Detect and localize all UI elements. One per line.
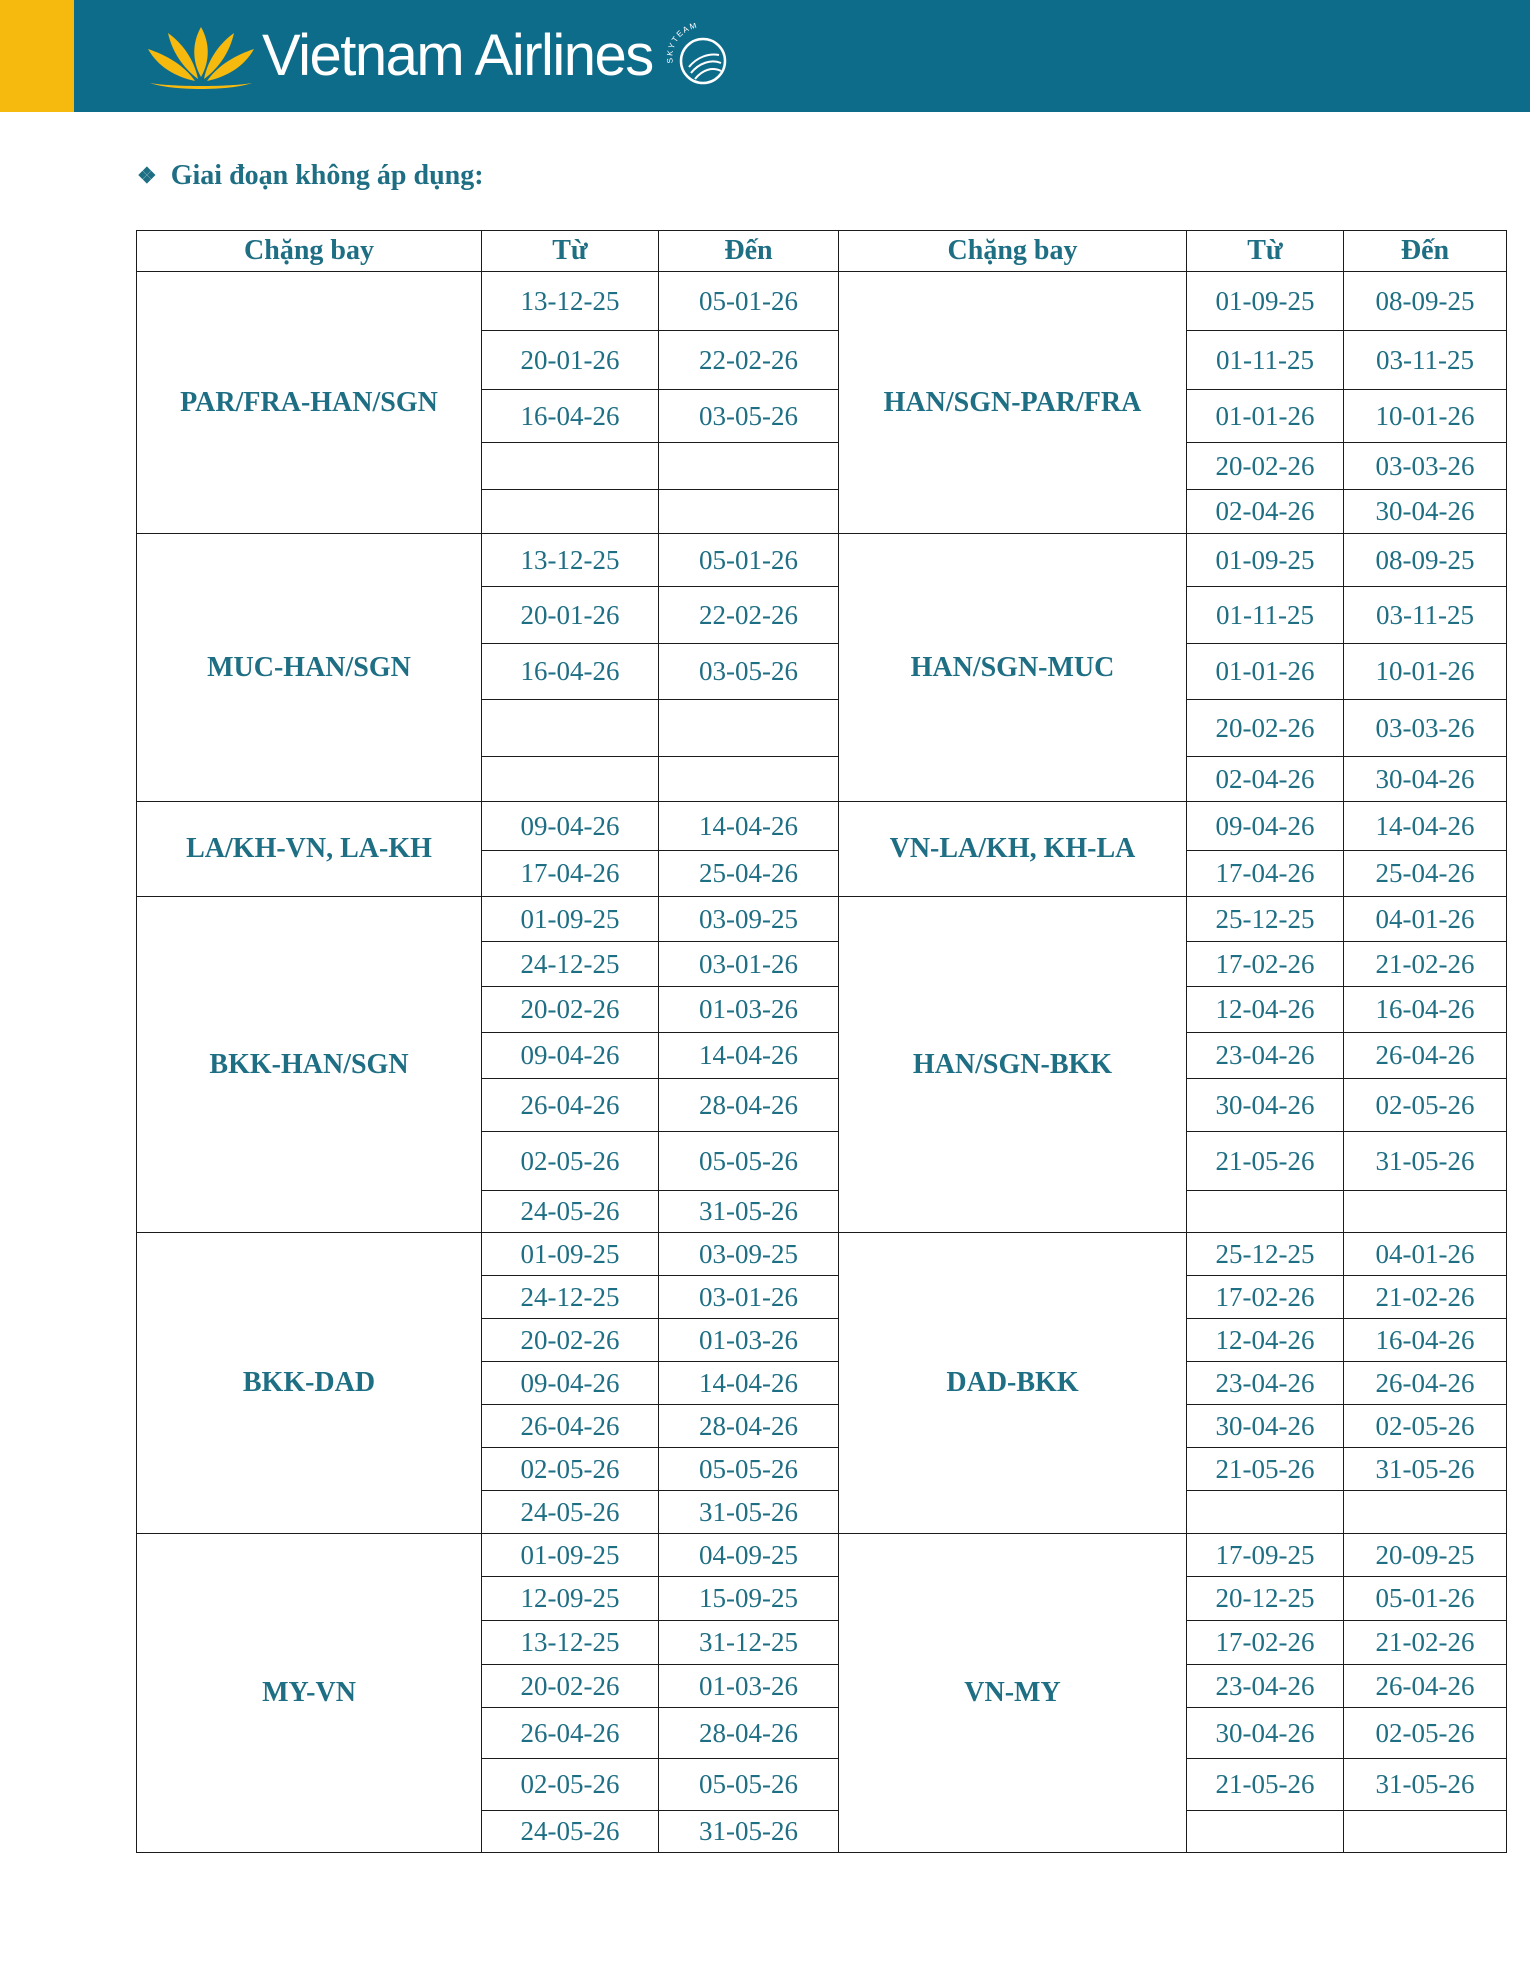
date-to-return: 21-02-26: [1344, 1276, 1507, 1319]
date-to-outbound: 05-01-26: [659, 534, 839, 587]
date-to-return: 08-09-25: [1344, 534, 1507, 587]
date-from-outbound: 01-09-25: [482, 1233, 659, 1276]
date-from-outbound: 26-04-26: [482, 1079, 659, 1132]
table-row: [137, 534, 1507, 587]
blackout-periods-table: [136, 230, 1507, 1853]
date-to-outbound: 28-04-26: [659, 1708, 839, 1759]
date-from-outbound: 20-02-26: [482, 1319, 659, 1362]
date-from-outbound: 24-05-26: [482, 1491, 659, 1534]
vietnam-airlines-logo: [142, 8, 731, 104]
date-to-outbound: 28-04-26: [659, 1405, 839, 1448]
date-to-return: 05-01-26: [1344, 1577, 1507, 1621]
route-cell-return: VN-MY: [839, 1534, 1187, 1853]
date-from-outbound: [482, 443, 659, 490]
date-from-outbound: 20-01-26: [482, 587, 659, 644]
date-from-return: 17-02-26: [1187, 942, 1344, 987]
date-from-return: 20-12-25: [1187, 1577, 1344, 1621]
table-row: [137, 1534, 1507, 1577]
table-header: [137, 231, 1507, 272]
date-to-return: 08-09-25: [1344, 272, 1507, 331]
date-to-outbound: 03-01-26: [659, 942, 839, 987]
table-row: [137, 272, 1507, 331]
section-title-text: Giai đoạn không áp dụng:: [170, 160, 484, 191]
date-to-outbound: 05-05-26: [659, 1759, 839, 1811]
date-from-return: 17-04-26: [1187, 851, 1344, 897]
date-from-outbound: 24-12-25: [482, 942, 659, 987]
table-header-row: [137, 231, 1507, 272]
table-row: [137, 1233, 1507, 1276]
date-from-return: 25-12-25: [1187, 1233, 1344, 1276]
header-banner: [0, 0, 1530, 112]
date-from-return: 01-11-25: [1187, 331, 1344, 390]
date-from-outbound: 02-05-26: [482, 1759, 659, 1811]
date-from-return: 02-04-26: [1187, 757, 1344, 802]
date-to-return: 03-11-25: [1344, 587, 1507, 644]
banner-accent-stripe: [0, 0, 74, 112]
date-from-return: 20-02-26: [1187, 443, 1344, 490]
date-to-return: 30-04-26: [1344, 757, 1507, 802]
date-from-outbound: 13-12-25: [482, 534, 659, 587]
date-from-outbound: 16-04-26: [482, 390, 659, 443]
date-from-return: 01-01-26: [1187, 390, 1344, 443]
date-to-outbound: 28-04-26: [659, 1079, 839, 1132]
date-from-outbound: 12-09-25: [482, 1577, 659, 1621]
header-from-right: Từ: [1187, 231, 1344, 272]
date-to-outbound: [659, 490, 839, 534]
route-cell-outbound: MUC-HAN/SGN: [137, 534, 482, 802]
date-from-outbound: 01-09-25: [482, 1534, 659, 1577]
date-to-return: 26-04-26: [1344, 1033, 1507, 1079]
date-from-return: 17-09-25: [1187, 1534, 1344, 1577]
date-to-return: 31-05-26: [1344, 1759, 1507, 1811]
date-from-return: 30-04-26: [1187, 1079, 1344, 1132]
date-from-outbound: 13-12-25: [482, 1621, 659, 1665]
date-from-return: 30-04-26: [1187, 1708, 1344, 1759]
date-to-return: 03-03-26: [1344, 700, 1507, 757]
date-to-return: [1344, 1491, 1507, 1534]
date-to-outbound: [659, 443, 839, 490]
date-from-outbound: 13-12-25: [482, 272, 659, 331]
date-from-outbound: [482, 757, 659, 802]
date-from-outbound: 17-04-26: [482, 851, 659, 897]
header-route-left: Chặng bay: [137, 231, 482, 272]
date-from-outbound: 20-02-26: [482, 987, 659, 1033]
date-from-return: 01-09-25: [1187, 534, 1344, 587]
date-from-return: [1187, 1811, 1344, 1853]
date-to-return: 21-02-26: [1344, 1621, 1507, 1665]
date-to-return: [1344, 1811, 1507, 1853]
route-cell-outbound: PAR/FRA-HAN/SGN: [137, 272, 482, 534]
date-to-outbound: 04-09-25: [659, 1534, 839, 1577]
date-from-return: 21-05-26: [1187, 1759, 1344, 1811]
date-to-outbound: 05-01-26: [659, 272, 839, 331]
date-from-return: [1187, 1491, 1344, 1534]
date-to-outbound: 01-03-26: [659, 1319, 839, 1362]
date-to-outbound: 05-05-26: [659, 1448, 839, 1491]
header-to-left: Đến: [659, 231, 839, 272]
date-to-outbound: 14-04-26: [659, 1362, 839, 1405]
date-to-return: 03-03-26: [1344, 443, 1507, 490]
date-from-return: 23-04-26: [1187, 1665, 1344, 1708]
date-from-outbound: [482, 700, 659, 757]
date-from-return: [1187, 1191, 1344, 1233]
date-from-outbound: 24-05-26: [482, 1191, 659, 1233]
date-from-outbound: 09-04-26: [482, 802, 659, 851]
date-from-return: 01-11-25: [1187, 587, 1344, 644]
route-cell-outbound: MY-VN: [137, 1534, 482, 1853]
table-row: [137, 897, 1507, 942]
date-to-return: 03-11-25: [1344, 331, 1507, 390]
date-to-return: 16-04-26: [1344, 1319, 1507, 1362]
date-to-outbound: 03-05-26: [659, 390, 839, 443]
date-to-outbound: 31-05-26: [659, 1811, 839, 1853]
date-from-return: 17-02-26: [1187, 1276, 1344, 1319]
table-body: [137, 272, 1507, 1853]
date-from-return: 25-12-25: [1187, 897, 1344, 942]
date-to-return: 31-05-26: [1344, 1132, 1507, 1191]
date-to-outbound: 25-04-26: [659, 851, 839, 897]
date-from-return: 01-01-26: [1187, 644, 1344, 700]
table-row: [137, 802, 1507, 851]
date-from-return: 01-09-25: [1187, 272, 1344, 331]
route-cell-return: VN-LA/KH, KH-LA: [839, 802, 1187, 897]
date-from-outbound: 16-04-26: [482, 644, 659, 700]
date-to-outbound: 31-05-26: [659, 1191, 839, 1233]
route-cell-return: HAN/SGN-BKK: [839, 897, 1187, 1233]
date-from-return: 17-02-26: [1187, 1621, 1344, 1665]
date-from-outbound: 01-09-25: [482, 897, 659, 942]
date-from-return: 12-04-26: [1187, 1319, 1344, 1362]
date-from-outbound: 09-04-26: [482, 1033, 659, 1079]
date-from-outbound: 02-05-26: [482, 1132, 659, 1191]
section-heading: [137, 160, 484, 192]
route-cell-outbound: BKK-HAN/SGN: [137, 897, 482, 1233]
date-to-return: 21-02-26: [1344, 942, 1507, 987]
date-to-outbound: 03-09-25: [659, 897, 839, 942]
date-to-return: 16-04-26: [1344, 987, 1507, 1033]
date-to-outbound: 31-12-25: [659, 1621, 839, 1665]
header-route-right: Chặng bay: [839, 231, 1187, 272]
date-to-outbound: 01-03-26: [659, 1665, 839, 1708]
date-to-return: 02-05-26: [1344, 1079, 1507, 1132]
date-to-outbound: 31-05-26: [659, 1491, 839, 1534]
date-from-outbound: 26-04-26: [482, 1405, 659, 1448]
date-to-outbound: [659, 700, 839, 757]
header-to-right: Đến: [1344, 231, 1507, 272]
date-from-outbound: 02-05-26: [482, 1448, 659, 1491]
date-from-outbound: 20-02-26: [482, 1665, 659, 1708]
date-from-outbound: [482, 490, 659, 534]
date-to-return: 25-04-26: [1344, 851, 1507, 897]
date-to-outbound: 03-09-25: [659, 1233, 839, 1276]
date-to-return: 30-04-26: [1344, 490, 1507, 534]
date-to-outbound: 14-04-26: [659, 802, 839, 851]
date-to-return: 04-01-26: [1344, 1233, 1507, 1276]
date-to-return: 02-05-26: [1344, 1708, 1507, 1759]
route-cell-outbound: LA/KH-VN, LA-KH: [137, 802, 482, 897]
route-cell-return: HAN/SGN-PAR/FRA: [839, 272, 1187, 534]
date-to-outbound: 15-09-25: [659, 1577, 839, 1621]
brand-name: Vietnam Airlines: [262, 23, 653, 88]
date-to-return: 20-09-25: [1344, 1534, 1507, 1577]
date-to-return: 14-04-26: [1344, 802, 1507, 851]
date-to-return: 26-04-26: [1344, 1665, 1507, 1708]
route-cell-return: DAD-BKK: [839, 1233, 1187, 1534]
date-from-outbound: 09-04-26: [482, 1362, 659, 1405]
date-to-return: 04-01-26: [1344, 897, 1507, 942]
date-to-outbound: 22-02-26: [659, 587, 839, 644]
date-to-return: 10-01-26: [1344, 390, 1507, 443]
date-to-return: 31-05-26: [1344, 1448, 1507, 1491]
date-from-outbound: 20-01-26: [482, 331, 659, 390]
date-from-return: 23-04-26: [1187, 1033, 1344, 1079]
lotus-logo-icon: [142, 21, 260, 91]
date-from-outbound: 24-05-26: [482, 1811, 659, 1853]
date-from-return: 21-05-26: [1187, 1448, 1344, 1491]
date-to-outbound: 05-05-26: [659, 1132, 839, 1191]
date-from-return: 23-04-26: [1187, 1362, 1344, 1405]
route-cell-outbound: BKK-DAD: [137, 1233, 482, 1534]
date-from-return: 21-05-26: [1187, 1132, 1344, 1191]
date-to-return: 10-01-26: [1344, 644, 1507, 700]
date-from-return: 12-04-26: [1187, 987, 1344, 1033]
date-to-outbound: 22-02-26: [659, 331, 839, 390]
date-to-return: [1344, 1191, 1507, 1233]
diamond-bullet-icon: ❖: [137, 163, 157, 188]
date-from-return: 02-04-26: [1187, 490, 1344, 534]
date-from-return: 09-04-26: [1187, 802, 1344, 851]
skyteam-logo-icon: [665, 23, 731, 89]
date-to-outbound: 03-05-26: [659, 644, 839, 700]
header-from-left: Từ: [482, 231, 659, 272]
date-to-outbound: 14-04-26: [659, 1033, 839, 1079]
route-cell-return: HAN/SGN-MUC: [839, 534, 1187, 802]
date-from-return: 30-04-26: [1187, 1405, 1344, 1448]
date-to-return: 26-04-26: [1344, 1362, 1507, 1405]
date-to-outbound: 03-01-26: [659, 1276, 839, 1319]
alliance-name: SKYTEAM: [665, 23, 699, 64]
date-to-return: 02-05-26: [1344, 1405, 1507, 1448]
date-to-outbound: [659, 757, 839, 802]
date-from-return: 20-02-26: [1187, 700, 1344, 757]
date-to-outbound: 01-03-26: [659, 987, 839, 1033]
date-from-outbound: 26-04-26: [482, 1708, 659, 1759]
date-from-outbound: 24-12-25: [482, 1276, 659, 1319]
